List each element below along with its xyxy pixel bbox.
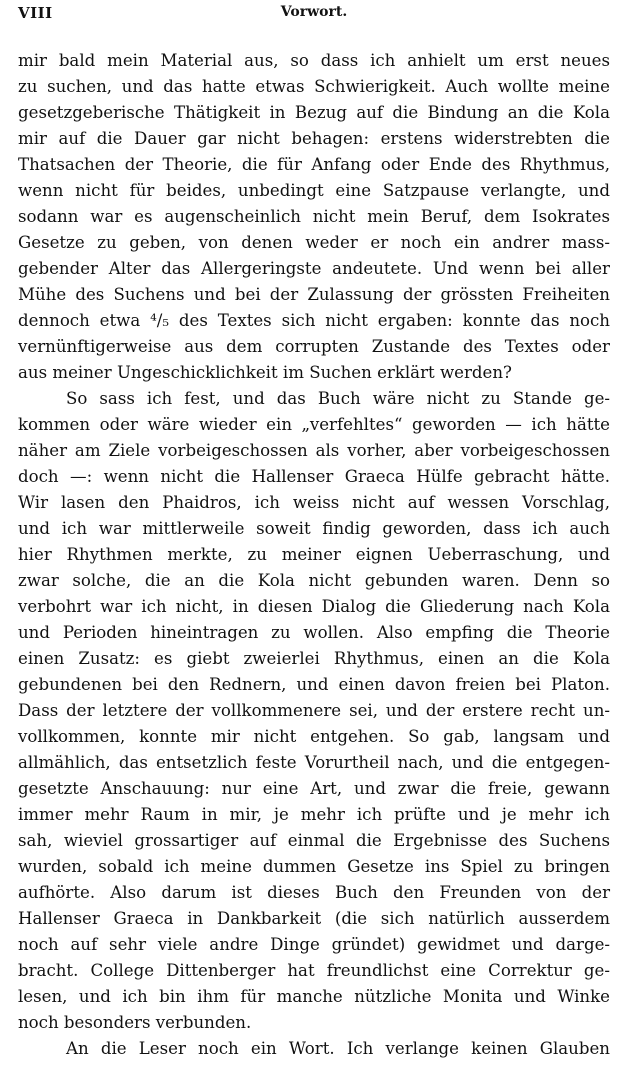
text-line: aus meiner Ungeschicklichkeit im Suchen erklärt werden? bbox=[18, 363, 512, 382]
text-line: gebender Alter das Allergeringste andeutete. Und wenn bei aller bbox=[18, 259, 610, 278]
text-line: Dass der letztere der vollkommenere sei, und der erstere recht un- bbox=[18, 701, 610, 720]
text-line: So sass ich fest, und das Buch wäre nicht zu Stande ge- bbox=[66, 389, 610, 408]
text-line: lesen, und ich bin ihm für manche nützliche Monita und Winke bbox=[18, 987, 610, 1006]
text-line: kommen oder wäre wieder ein „verfehltes“ geworden — ich hätte bbox=[18, 415, 610, 434]
text-line: Gesetze zu geben, von denen weder er noch ein andrer mass- bbox=[18, 233, 610, 252]
text-line: näher am Ziele vorbeigeschossen als vorher, aber vorbeigeschossen bbox=[18, 441, 610, 460]
page-number: VIII bbox=[18, 4, 53, 22]
text-line: zwar solche, die an die Kola nicht gebunden waren. Denn so bbox=[18, 571, 610, 590]
text-line: Wir lasen den Phaidros, ich weiss nicht auf wessen Vorschlag, bbox=[18, 493, 610, 512]
text-line: wenn nicht für beides, unbedingt eine Satzpause verlangte, und bbox=[18, 181, 610, 200]
text-line: hier Rhythmen merkte, zu meiner eignen Ueberraschung, und bbox=[18, 545, 610, 564]
text-line: bracht. College Dittenberger hat freundlichst eine Correktur ge- bbox=[18, 961, 610, 980]
text-line: sodann war es augenscheinlich nicht mein Beruf, dem Isokrates bbox=[18, 207, 610, 226]
text-line: gesetzte Anschauung: nur eine Art, und zwar die freie, gewann bbox=[18, 779, 610, 798]
text-line: sah, wieviel grossartiger auf einmal die Ergebnisse des Suchens bbox=[18, 831, 610, 850]
text-line: Mühe des Suchens und bei der Zulassung der grössten Freiheiten bbox=[18, 285, 610, 304]
text-line: und Perioden hineintragen zu wollen. Also empfing die Theorie bbox=[18, 623, 610, 642]
text-line: einen Zusatz: es giebt zweierlei Rhythmus, einen an die Kola bbox=[18, 649, 610, 668]
running-title: Vorwort. bbox=[280, 4, 348, 20]
text-line: vernünftigerweise aus dem corrupten Zustande des Textes oder bbox=[18, 337, 610, 356]
text-line: vollkommen, konnte mir nicht entgehen. So gab, langsam und bbox=[18, 727, 610, 746]
text-line: und ich war mittlerweile soweit findig geworden, dass ich auch bbox=[18, 519, 610, 538]
text-line: dennoch etwa ⁴/₅ des Textes sich nicht ergaben: konnte das noch bbox=[18, 311, 610, 330]
text-line: mir auf die Dauer gar nicht behagen: erstens widerstrebten die bbox=[18, 129, 610, 148]
text-line: allmählich, das entsetzlich feste Vorurtheil nach, und die entgegen- bbox=[18, 753, 610, 772]
page-header bbox=[18, 4, 610, 26]
text-line: gebundenen bei den Rednern, und einen davon freien bei Platon. bbox=[18, 675, 610, 694]
text-line: noch besonders verbunden. bbox=[18, 1013, 252, 1032]
text-line: doch —: wenn nicht die Hallenser Graeca Hülfe gebracht hätte. bbox=[18, 467, 610, 486]
text-line: Thatsachen der Theorie, die für Anfang oder Ende des Rhythmus, bbox=[18, 155, 610, 174]
text-line: mir bald mein Material aus, so dass ich anhielt um erst neues bbox=[18, 51, 610, 70]
text-line: zu suchen, und das hatte etwas Schwierigkeit. Auch wollte meine bbox=[18, 77, 610, 96]
text-line: wurden, sobald ich meine dummen Gesetze ins Spiel zu bringen bbox=[18, 857, 610, 876]
text-line: immer mehr Raum in mir, je mehr ich prüfte und je mehr ich bbox=[18, 805, 610, 824]
text-line: verbohrt war ich nicht, in diesen Dialog die Gliederung nach Kola bbox=[18, 597, 610, 616]
text-line: aufhörte. Also darum ist dieses Buch den Freunden von der bbox=[18, 883, 610, 902]
text-line: noch auf sehr viele andre Dinge gründet) gewidmet und darge- bbox=[18, 935, 610, 954]
text-line: Hallenser Graeca in Dankbarkeit (die sich natürlich ausserdem bbox=[18, 909, 610, 928]
text-line: An die Leser noch ein Wort. Ich verlange keinen Glauben bbox=[66, 1039, 610, 1058]
text-line: gesetzgeberische Thätigkeit in Bezug auf die Bindung an die Kola bbox=[18, 103, 610, 122]
